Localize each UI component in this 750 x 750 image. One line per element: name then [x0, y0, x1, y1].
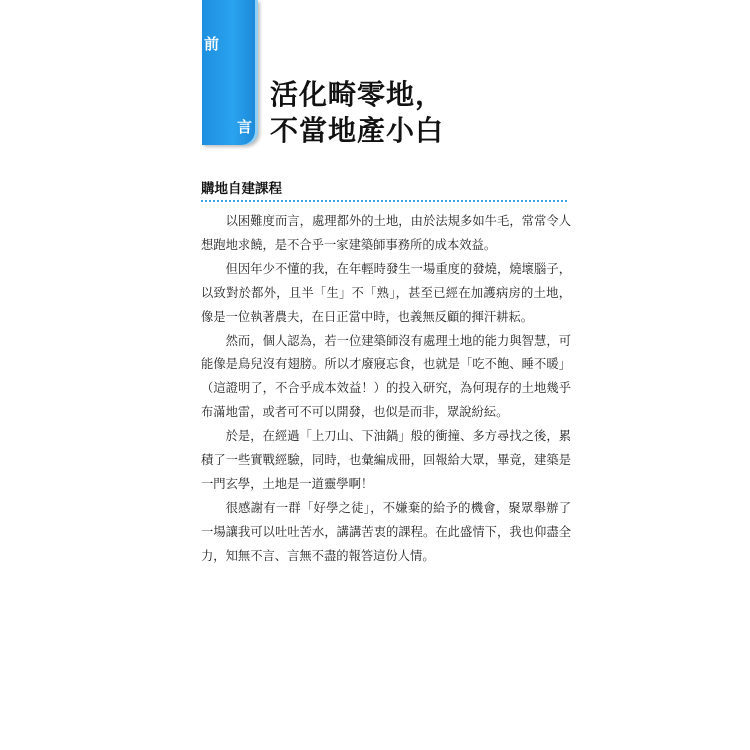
- title-line-1: 活化畸零地，: [270, 78, 445, 111]
- paragraph: 以困難度而言，處理都外的土地，由於法規多如牛毛，常常令人想跑地求饒，是不合乎一家建築師事務所的成本效益。: [201, 214, 571, 252]
- section-header: [201, 180, 567, 202]
- body-text: [201, 210, 571, 569]
- paragraph: 很感謝有一群「好學之徒」，不嫌棄的給予的機會，聚眾舉辦了一場讓我可以吐吐苦水，講講苦衷的課程。在此盛情下，我也仰盡全力，知無不言、言無不盡的報答這份人情。: [201, 500, 571, 563]
- tab-char-bottom: 言: [237, 118, 253, 136]
- paragraph: 然而，個人認為，若一位建築師沒有處理土地的能力與智慧，可能像是鳥兒沒有翅膀。所以才廢寢忘食，也就是「吃不飽、睡不暖」（這證明了，不合乎成本效益！）的投入研究，為何現存的土地幾乎布滿地雷，或者可不可以開發，也似是而非，眾說紛紜。: [201, 333, 571, 420]
- title-line-2: 不當地產小白: [270, 114, 445, 147]
- paragraph: 但因年少不懂的我，在年輕時發生一場重度的發燒，燒壞腦子，以致對於都外，且半「生」不「熟」，甚至已經在加護病房的土地，像是一位執著農夫，在日正當中時，也義無反顧的揮汗耕耘。: [201, 261, 571, 324]
- section-heading: 購地自建課程: [201, 180, 567, 202]
- page-title: [270, 77, 444, 149]
- paragraph: 於是，在經過「上刀山、下油鍋」般的衝撞、多方尋找之後，累積了一些實戰經驗，同時，也彙編成冊，回報給大眾，畢竟，建築是一門玄學，土地是一道靈學啊！: [201, 429, 571, 491]
- tab-char-top: 前: [204, 35, 220, 53]
